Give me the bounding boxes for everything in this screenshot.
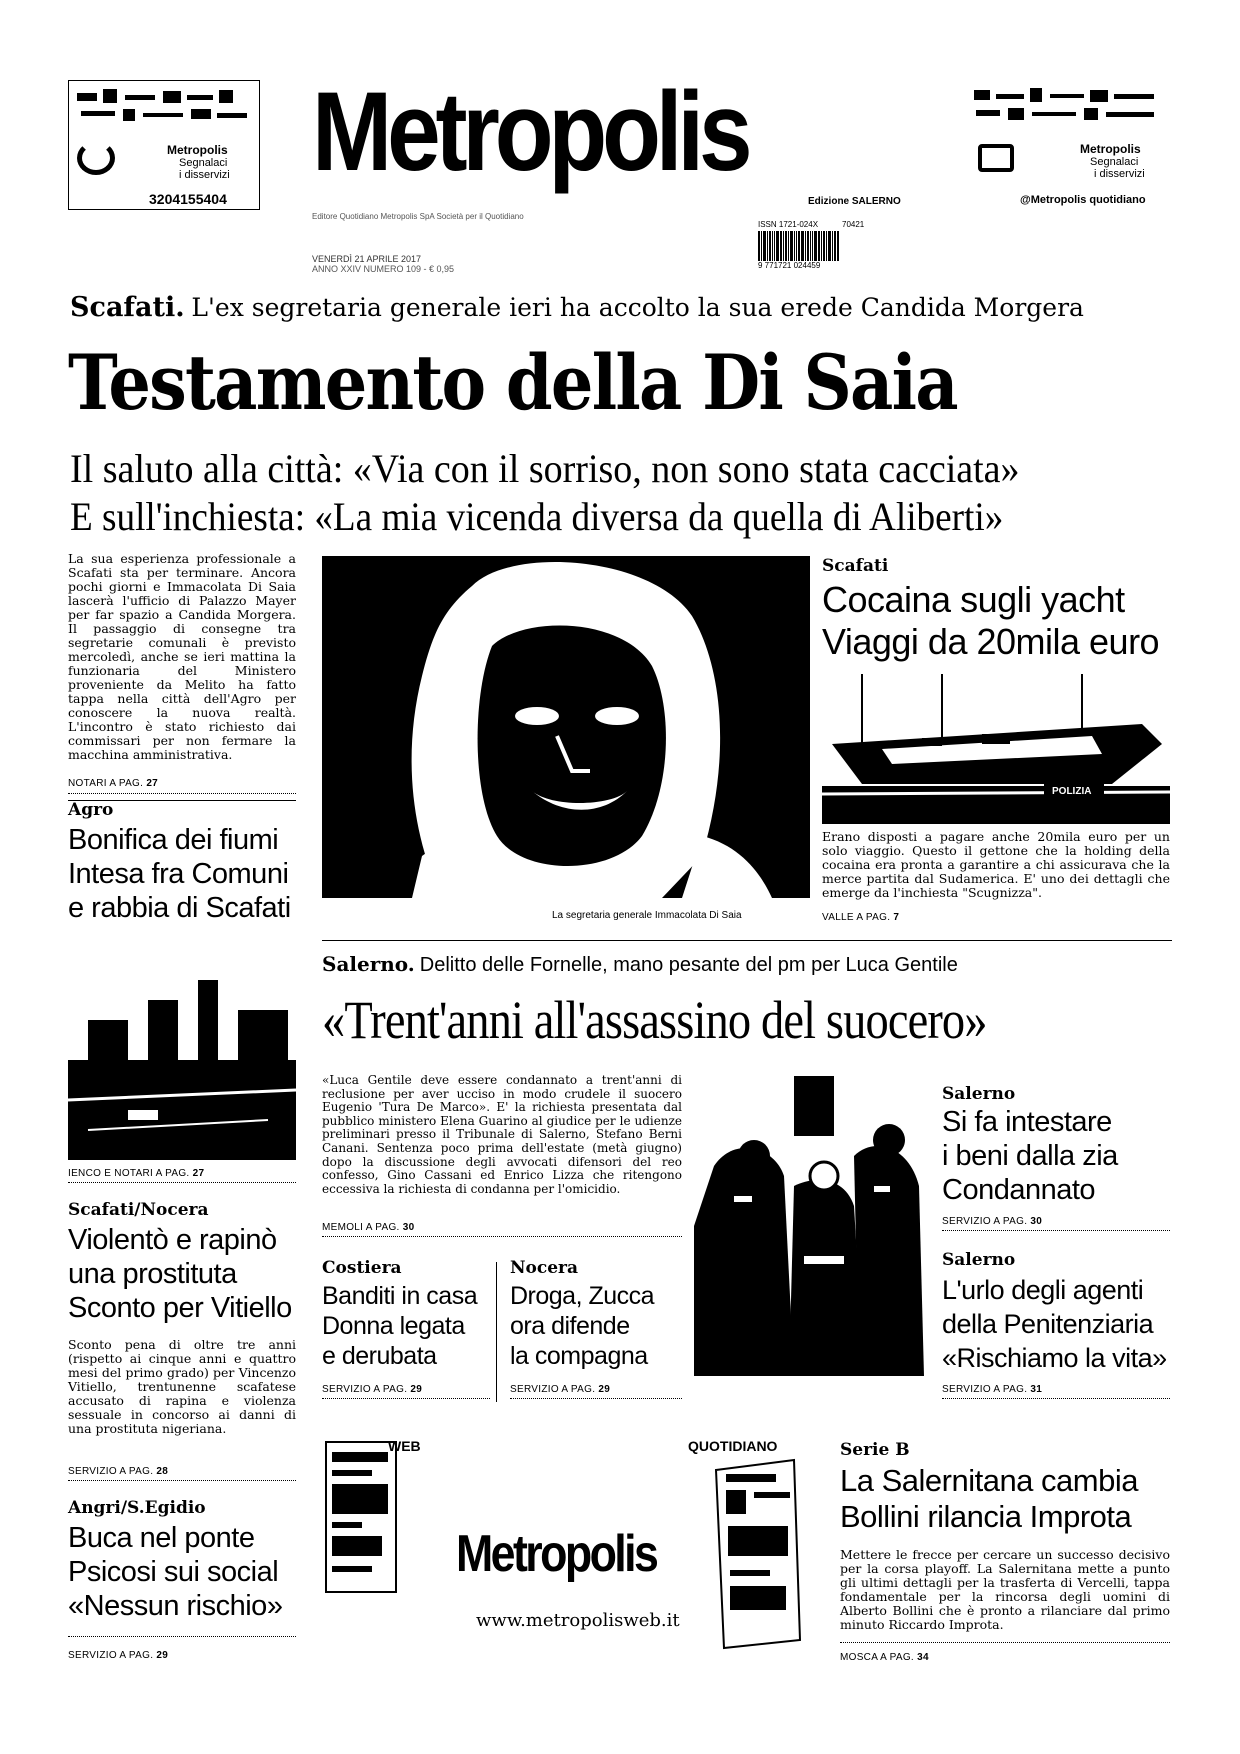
lead-subhead-2: E sull'inchiesta: «La mia vicenda diversa da quella di Aliberti»: [70, 494, 1004, 539]
lead-headline: Testamento della Di Saia: [68, 338, 957, 427]
left-ear-illustration: [75, 87, 253, 127]
serieb-ref: [840, 1652, 929, 1663]
vitiello-ref-page: 28: [156, 1466, 169, 1477]
vitiello-headline-1: Violentò e rapinò: [68, 1224, 277, 1256]
costiera-headline-3: e derubata: [322, 1342, 437, 1370]
agro-headline-3: e rabbia di Scafati: [68, 892, 291, 924]
left-ear-brand: Metropolis: [167, 143, 228, 157]
yacht-ref-page: 7: [893, 912, 900, 923]
angri-ref-name: SERVIZIO A PAG.: [68, 1650, 154, 1661]
lead-body: La sua esperienza professionale a Scafati sta per terminare. Ancora pochi giorni e Immacolata Di Saia lascerà l'ufficio di Palazzo Mayer per far spazio a Candida Morgera. Il passaggio di consegne tra segretarie comunali è previsto mercoledì, anche se ieri mattina la funzionaria del Ministero proveniente da Melito ha fatto tappa nella città dell'Agro per conoscere la nuova realtà. L'incontro è stato richiesto dai commissari per non fermare la macchina amministrativa.: [68, 551, 296, 762]
angri-headline-3: «Nessun rischio»: [68, 1590, 283, 1622]
angri-ref: [68, 1650, 168, 1661]
promo-brand: Metropolis: [456, 1525, 657, 1583]
vitiello-headline-2: una prostituta: [68, 1258, 237, 1290]
costiera-ref-rule: [322, 1398, 490, 1399]
masthead-edition: Edizione SALERNO: [808, 196, 901, 207]
salerno-ref: [322, 1222, 414, 1233]
agro-headline-1: Bonifica dei fiumi: [68, 824, 279, 856]
right-ear-logo-icon: [978, 144, 1014, 172]
nocera-headline-2: ora difende: [510, 1312, 630, 1340]
serieb-body: Mettere le frecce per cercare un successo decisivo per la corsa playoff. La Salernitana mette a punto gli ultimi dettagli per la trasferta di Vercelli, tappa fondamentale per la rincorsa degli uomini di Alberto Bollini che è pronto a rilanciare dal primo minuto Riccardo Improta.: [840, 1547, 1170, 1632]
salerno-kicker-line: [322, 952, 958, 977]
costiera-headline-2: Donna legata: [322, 1312, 465, 1340]
publisher-info: [312, 212, 652, 221]
zia-headline-3: Condannato: [942, 1174, 1096, 1206]
costiera-ref: [322, 1384, 422, 1395]
salerno-headline: «Trent'anni all'assassino del suocero»: [322, 990, 987, 1050]
nocera-ref-rule: [510, 1398, 682, 1399]
lead-ref-rule: [68, 793, 296, 794]
costiera-ref-name: SERVIZIO A PAG.: [322, 1384, 408, 1395]
costiera-kicker: Costiera: [322, 1258, 402, 1278]
agenti-ref-page: 31: [1030, 1384, 1043, 1395]
publisher-info-line1: Editore Quotidiano Metropolis SpA Società per il Quotidiano: [312, 212, 524, 221]
serieb-kicker: Serie B: [840, 1440, 910, 1460]
zia-kicker: Salerno: [942, 1084, 1016, 1104]
agenti-ref-name: SERVIZIO A PAG.: [942, 1384, 1028, 1395]
left-ear-phone: 3204155404: [149, 191, 227, 207]
barcode-code: 70421: [842, 220, 865, 229]
zia-ref: [942, 1216, 1042, 1227]
agenti-headline-1: L'urlo degli agenti: [942, 1275, 1144, 1305]
lead-subhead-1: Il saluto alla città: «Via con il sorriso, non sono stata cacciata»: [70, 446, 1020, 491]
salerno-photo: [694, 1076, 924, 1376]
agro-kicker: Agro: [68, 800, 114, 820]
vitiello-headline-3: Sconto per Vitiello: [68, 1292, 292, 1324]
angri-headline-1: Buca nel ponte: [68, 1522, 255, 1554]
lead-ref-name: NOTARI A PAG.: [68, 778, 144, 789]
angri-kicker: Angri/S.Egidio: [68, 1498, 206, 1518]
costiera-headline-1: Banditi in casa: [322, 1282, 478, 1310]
agenti-ref-rule: [942, 1398, 1170, 1399]
left-ear-line2: i disservizi: [179, 169, 230, 181]
right-ear-box: [970, 80, 1170, 210]
nocera-kicker: Nocera: [510, 1258, 579, 1278]
barcode-icon: [758, 231, 878, 261]
yacht-headline-1: Cocaina sugli yacht: [822, 579, 1125, 620]
agro-ref-name: IENCO E NOTARI A PAG.: [68, 1168, 190, 1179]
serieb-ref-page: 34: [917, 1652, 929, 1663]
masthead-issue: ANNO XXIV NUMERO 109 - € 0,95: [312, 264, 455, 274]
agenti-ref: [942, 1384, 1042, 1395]
lead-ref: [68, 778, 158, 789]
lead-kicker-line: [70, 292, 1084, 323]
promo-paper-icon: [714, 1460, 804, 1650]
serieb-ref-rule: [840, 1642, 1170, 1643]
masthead-title: Metropolis: [312, 69, 748, 194]
promo-url: www.metropolisweb.it: [476, 1610, 680, 1631]
right-ear-handle: @Metropolis quotidiano: [1020, 194, 1146, 206]
vitiello-ref: [68, 1466, 168, 1477]
agro-ref: [68, 1168, 204, 1179]
nocera-ref-page: 29: [598, 1384, 611, 1395]
agro-headline-2: Intesa fra Comuni: [68, 858, 289, 890]
yacht-headline-2: Viaggi da 20mila euro: [822, 621, 1160, 662]
right-ear-line2: i disservizi: [1094, 168, 1145, 180]
angri-headline-2: Psicosi sui social: [68, 1556, 279, 1588]
yacht-ref: [822, 912, 899, 923]
yacht-photo-label: POLIZIA: [1052, 786, 1092, 797]
zia-headline-2: i beni dalla zia: [942, 1140, 1118, 1172]
vitiello-kicker: Scafati/Nocera: [68, 1200, 209, 1220]
zia-ref-rule: [942, 1230, 1170, 1231]
nocera-ref-name: SERVIZIO A PAG.: [510, 1384, 596, 1395]
barcode-issn: ISSN 1721-024X: [758, 220, 819, 229]
salerno-ref-rule: [322, 1236, 682, 1237]
masthead-date: VENERDÌ 21 APRILE 2017: [312, 254, 422, 264]
left-ear-logo-icon: [77, 141, 115, 175]
lead-photo-caption: La segretaria generale Immacolata Di Saia: [552, 910, 742, 921]
lead-kicker: Scafati.: [70, 292, 185, 323]
lead-photo: [322, 556, 810, 898]
serieb-headline-2: Bollini rilancia Improta: [840, 1499, 1132, 1534]
salerno-body: «Luca Gentile deve essere condannato a trent'anni di reclusione per aver ucciso in modo crudele il suocero Eugenio 'Tura De Marco». E' la richiesta presentata dal pubblico ministero Elena Guarino al giudice per le udienze preliminari presso il Tribunale di Salerno, Stefano Berni Canani. Sentenza poco prima dell'estate (metà giugno) dopo la discussione degli avvocati difensori del reo confesso, Gino Cassani ed Enrico Lizza che ritengono eccessiva la richiesta di condanna per l'omicidio.: [322, 1073, 682, 1196]
barcode-block: [758, 220, 878, 270]
agro-photo: [68, 960, 296, 1160]
left-ear-box: [68, 80, 260, 210]
yacht-kicker: Scafati: [822, 556, 889, 576]
nocera-headline-3: la compagna: [510, 1342, 648, 1370]
agenti-headline-2: della Penitenziaria: [942, 1309, 1154, 1339]
right-ear-line1: Segnalaci: [1090, 156, 1139, 168]
barcode-number: 9 771721 024459: [758, 261, 821, 270]
salerno-ref-name: MEMOLI A PAG.: [322, 1222, 400, 1233]
lead-kicker-rest: L'ex segretaria generale ieri ha accolto la sua erede Candida Morgera: [191, 293, 1084, 322]
agro-ref-page: 27: [192, 1168, 205, 1179]
agro-ref-rule: [68, 1182, 296, 1183]
angri-ref-page: 29: [156, 1650, 169, 1661]
salerno-kicker: Salerno.: [322, 952, 415, 976]
promo-web-device-icon: [322, 1438, 412, 1638]
vitiello-body: Sconto pena di oltre tre anni (rispetto ai cinque anni e quattro mesi del primo grado) per Vincenzo Vitiello, trentunenne scafatese accusato di rapina e violenza sessuale in concorso ai danni di una prostituta nigeriana.: [68, 1337, 296, 1436]
promo-quotidiano-label: QUOTIDIANO: [688, 1438, 778, 1454]
salerno-top-rule: [322, 940, 1172, 941]
zia-headline-1: Si fa intestare: [942, 1106, 1112, 1138]
agenti-headline-3: «Rischiamo la vita»: [942, 1343, 1167, 1373]
nocera-ref: [510, 1384, 610, 1395]
right-ear-illustration: [972, 86, 1162, 126]
angri-ref-rule: [68, 1636, 296, 1637]
agenti-kicker: Salerno: [942, 1250, 1016, 1270]
yacht-body: Erano disposti a pagare anche 20mila euro per un solo viaggio. Questo il gettone che la holding della cocaina era pronta a garantire a chi assicurava che la merce partita dal Sudamerica. E' uno dei dettagli che emerge da l'inchiesta "Scugnizza".: [822, 829, 1170, 900]
salerno-ref-page: 30: [402, 1222, 415, 1233]
left-ear-line1: Segnalaci: [179, 157, 228, 169]
right-ear-brand: Metropolis: [1080, 142, 1141, 156]
zia-ref-name: SERVIZIO A PAG.: [942, 1216, 1028, 1227]
zia-ref-page: 30: [1030, 1216, 1043, 1227]
vitiello-ref-rule: [68, 1480, 296, 1481]
yacht-ref-name: VALLE A PAG.: [822, 912, 891, 923]
salerno-kicker-rest: Delitto delle Fornelle, mano pesante del pm per Luca Gentile: [419, 954, 958, 976]
serieb-headline-1: La Salernitana cambia: [840, 1463, 1138, 1498]
yacht-photo: [822, 674, 1170, 824]
costiera-ref-page: 29: [410, 1384, 423, 1395]
promo-web-label: WEB: [388, 1438, 421, 1454]
serieb-ref-name: MOSCA A PAG.: [840, 1652, 914, 1663]
costiera-nocera-divider: [496, 1262, 497, 1402]
lead-ref-page: 27: [146, 778, 159, 789]
vitiello-ref-name: SERVIZIO A PAG.: [68, 1466, 154, 1477]
nocera-headline-1: Droga, Zucca: [510, 1282, 655, 1310]
